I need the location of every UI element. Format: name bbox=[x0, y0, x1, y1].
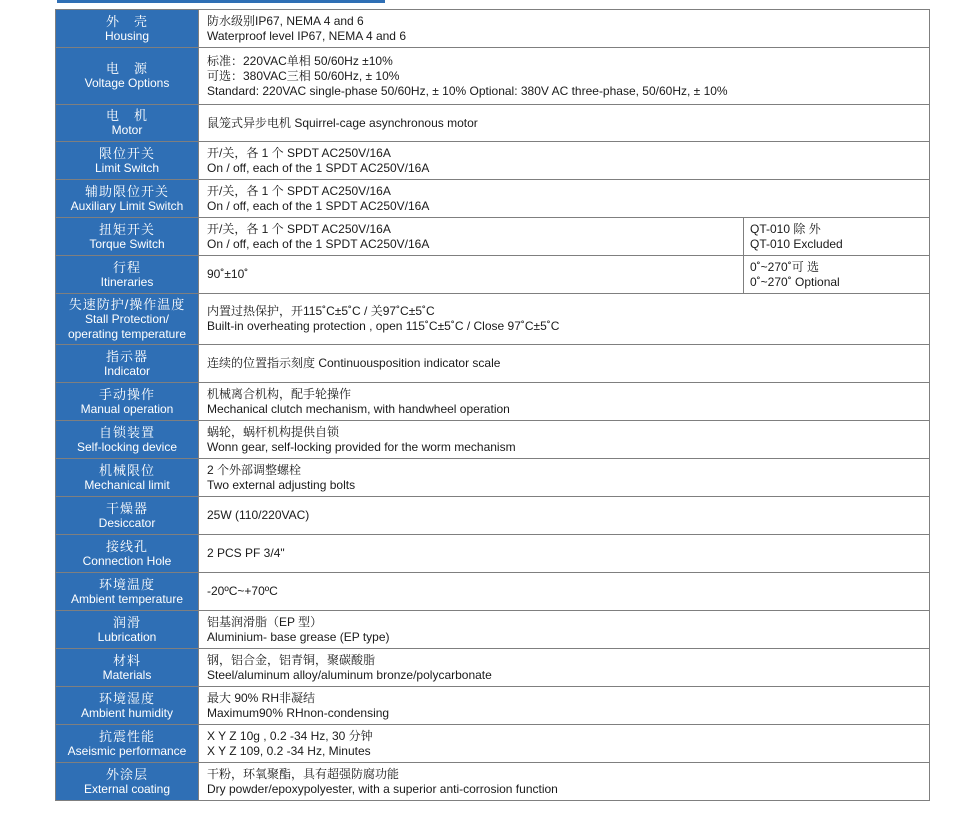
spec-value-line: On / off, each of the 1 SPDT AC250V/16A bbox=[207, 160, 430, 175]
spec-label-en: Indicator bbox=[103, 363, 151, 378]
spec-value-cell bbox=[199, 649, 930, 687]
spec-value-line: 钢，铝合金，铝青铜，聚碳酸脂 bbox=[207, 652, 376, 667]
spec-label-en: operating temperature bbox=[67, 326, 187, 341]
spec-value-line: 2 PCS PF 3/4" bbox=[207, 546, 285, 560]
spec-row bbox=[56, 10, 930, 48]
spec-label-en: Housing bbox=[104, 28, 150, 43]
spec-label-cell bbox=[56, 383, 199, 421]
spec-value-line: 干粉，环氧聚酯，具有超强防腐功能 bbox=[207, 766, 400, 781]
spec-value-cell bbox=[199, 256, 744, 294]
spec-label-en: Stall Protection/ bbox=[84, 311, 170, 326]
spec-value-line: 可选：380VAC三相 50/60Hz, ± 10% bbox=[207, 68, 400, 83]
spec-label-en: Lubrication bbox=[97, 629, 157, 644]
spec-note-line: 0˚~270˚可 选 bbox=[750, 259, 820, 274]
spec-row bbox=[56, 421, 930, 459]
spec-label-cell bbox=[56, 687, 199, 725]
spec-row bbox=[56, 573, 930, 611]
spec-label-zh: 润滑 bbox=[112, 614, 141, 630]
spec-label-en: External coating bbox=[83, 781, 171, 796]
spec-label-zh: 行程 bbox=[112, 259, 141, 275]
spec-label-zh: 接线孔 bbox=[105, 538, 148, 554]
spec-value-line: 最大 90% RH非凝结 bbox=[207, 690, 316, 705]
spec-label-zh: 干燥器 bbox=[105, 500, 148, 516]
spec-value-cell bbox=[199, 611, 930, 649]
spec-value-line: Waterproof level IP67, NEMA 4 and 6 bbox=[207, 28, 406, 43]
spec-value-cell bbox=[199, 345, 930, 383]
spec-label-en: Torque Switch bbox=[89, 236, 165, 251]
spec-row bbox=[56, 180, 930, 218]
spec-label-cell bbox=[56, 218, 199, 256]
spec-label-zh: 限位开关 bbox=[98, 145, 155, 161]
spec-label-zh: 抗震性能 bbox=[98, 728, 155, 744]
spec-value-line: Maximum90% RHnon-condensing bbox=[207, 705, 390, 720]
spec-value-cell bbox=[199, 421, 930, 459]
spec-value-cell bbox=[199, 10, 930, 48]
spec-row bbox=[56, 687, 930, 725]
spec-value-line: Two external adjusting bolts bbox=[207, 477, 356, 492]
spec-label-zh: 环境湿度 bbox=[98, 690, 155, 706]
spec-label-en: Itineraries bbox=[100, 274, 154, 289]
spec-label-cell bbox=[56, 763, 199, 801]
spec-value-line: 2 个外部调整螺栓 bbox=[207, 462, 302, 477]
spec-label-en: Ambient humidity bbox=[80, 705, 174, 720]
spec-note-cell bbox=[744, 256, 930, 294]
spec-label-zh: 扭矩开关 bbox=[98, 221, 155, 237]
spec-label-en: Auxiliary Limit Switch bbox=[70, 198, 184, 213]
spec-label-cell bbox=[56, 649, 199, 687]
spec-value-cell bbox=[199, 725, 930, 763]
spec-label-cell bbox=[56, 48, 199, 105]
spec-value-line: On / off, each of the 1 SPDT AC250V/16A bbox=[207, 236, 430, 251]
spec-label-cell bbox=[56, 294, 199, 345]
spec-note-line: QT-010 Excluded bbox=[750, 236, 843, 251]
spec-value-line: 蜗轮，蜗杆机构提供自锁 bbox=[207, 424, 340, 439]
spec-value-line: 开/关，各 1 个 SPDT AC250V/16A bbox=[207, 145, 391, 160]
spec-label-en: Desiccator bbox=[98, 515, 156, 530]
spec-value-line: 防水级别IP67, NEMA 4 and 6 bbox=[207, 13, 364, 28]
spec-table bbox=[55, 9, 930, 801]
spec-row bbox=[56, 142, 930, 180]
top-accent-bar bbox=[57, 0, 385, 3]
spec-value-line: Dry powder/epoxypolyester, with a superior anti-corrosion function bbox=[207, 781, 558, 796]
spec-row bbox=[56, 105, 930, 142]
spec-value-line: 90˚±10˚ bbox=[207, 267, 249, 281]
spec-row bbox=[56, 345, 930, 383]
spec-value-line: Mechanical clutch mechanism, with handwheel operation bbox=[207, 401, 510, 416]
spec-row bbox=[56, 725, 930, 763]
spec-label-zh: 电 机 bbox=[105, 108, 148, 123]
spec-label-cell bbox=[56, 611, 199, 649]
spec-value-line: 机械离合机构，配手轮操作 bbox=[207, 386, 352, 401]
spec-label-cell bbox=[56, 573, 199, 611]
spec-label-cell bbox=[56, 10, 199, 48]
spec-label-zh: 材料 bbox=[112, 652, 141, 668]
spec-label-zh: 辅助限位开关 bbox=[84, 183, 169, 199]
spec-value-line: Wonn gear, self-locking provided for the worm mechanism bbox=[207, 439, 516, 454]
spec-label-cell bbox=[56, 497, 199, 535]
spec-value-line: 标准：220VAC单相 50/60Hz ±10% bbox=[207, 53, 393, 68]
spec-value-line: 开/关，各 1 个 SPDT AC250V/16A bbox=[207, 183, 391, 198]
spec-note-cell bbox=[744, 218, 930, 256]
spec-row bbox=[56, 383, 930, 421]
spec-value-cell bbox=[199, 535, 930, 573]
spec-label-cell bbox=[56, 105, 199, 142]
spec-value-line: 开/关，各 1 个 SPDT AC250V/16A bbox=[207, 221, 391, 236]
spec-label-en: Ambient temperature bbox=[70, 591, 184, 606]
spec-value-line: X Y Z 109, 0.2 -34 Hz, Minutes bbox=[207, 743, 371, 758]
spec-value-cell bbox=[199, 383, 930, 421]
spec-label-zh: 外涂层 bbox=[105, 766, 148, 782]
spec-value-cell bbox=[199, 294, 930, 345]
spec-value-line: 连续的位置指示刻度 Continuousposition indicator scale bbox=[207, 356, 501, 370]
spec-row bbox=[56, 763, 930, 801]
spec-value-line: Aluminium- base grease (EP type) bbox=[207, 629, 390, 644]
spec-label-zh: 手动操作 bbox=[98, 386, 155, 402]
spec-row bbox=[56, 497, 930, 535]
spec-value-line: -20ºC~+70ºC bbox=[207, 584, 278, 598]
spec-label-cell bbox=[56, 459, 199, 497]
spec-label-en: Limit Switch bbox=[94, 160, 159, 175]
spec-label-zh: 环境温度 bbox=[98, 576, 155, 592]
spec-label-en: Motor bbox=[111, 123, 143, 137]
spec-label-en: Manual operation bbox=[80, 401, 174, 416]
spec-value-cell bbox=[199, 763, 930, 801]
spec-note-line: QT-010 除 外 bbox=[750, 221, 821, 236]
spec-label-cell bbox=[56, 421, 199, 459]
spec-label-zh: 指示器 bbox=[105, 348, 148, 364]
spec-label-cell bbox=[56, 535, 199, 573]
spec-value-line: Steel/aluminum alloy/aluminum bronze/polycarbonate bbox=[207, 667, 492, 682]
spec-value-line: X Y Z 10g , 0.2 -34 Hz, 30 分钟 bbox=[207, 728, 373, 743]
spec-value-line: 25W (110/220VAC) bbox=[207, 508, 310, 522]
spec-label-cell bbox=[56, 142, 199, 180]
spec-value-cell bbox=[199, 573, 930, 611]
spec-label-zh: 外 壳 bbox=[105, 13, 148, 29]
spec-row bbox=[56, 256, 930, 294]
spec-value-cell bbox=[199, 218, 744, 256]
spec-value-line: 鼠笼式异步电机 Squirrel-cage asynchronous motor bbox=[207, 115, 478, 130]
spec-label-zh: 机械限位 bbox=[98, 462, 155, 478]
spec-label-zh: 自锁装置 bbox=[98, 424, 155, 440]
spec-value-cell bbox=[199, 180, 930, 218]
spec-value-cell bbox=[199, 497, 930, 535]
spec-row bbox=[56, 218, 930, 256]
spec-value-cell bbox=[199, 687, 930, 725]
spec-label-zh: 电 源 bbox=[105, 61, 148, 76]
spec-label-cell bbox=[56, 725, 199, 763]
spec-label-cell bbox=[56, 180, 199, 218]
spec-value-line: On / off, each of the 1 SPDT AC250V/16A bbox=[207, 198, 430, 213]
spec-value-line: 铝基润滑脂（EP 型） bbox=[207, 614, 323, 629]
spec-label-en: Voltage Options bbox=[84, 76, 170, 90]
spec-value-line: Standard: 220VAC single-phase 50/60Hz, ± 10% Optional: 380V AC three-phase, 50/60Hz, ± 10% bbox=[207, 83, 728, 98]
spec-value-cell bbox=[199, 142, 930, 180]
spec-row bbox=[56, 459, 930, 497]
spec-label-zh: 失速防护/操作温度 bbox=[68, 296, 186, 312]
spec-label-en: Materials bbox=[102, 667, 152, 682]
spec-row bbox=[56, 294, 930, 345]
spec-row bbox=[56, 649, 930, 687]
spec-value-line: 内置过热保护，开115˚C±5˚C / 关97˚C±5˚C bbox=[207, 304, 435, 318]
spec-label-en: Mechanical limit bbox=[84, 477, 170, 492]
spec-row bbox=[56, 535, 930, 573]
spec-value-cell bbox=[199, 459, 930, 497]
spec-note-line: 0˚~270˚ Optional bbox=[750, 274, 840, 289]
spec-row bbox=[56, 611, 930, 649]
spec-label-cell bbox=[56, 345, 199, 383]
spec-value-cell bbox=[199, 105, 930, 142]
spec-value-line: Built-in overheating protection , open 115˚C±5˚C / Close 97˚C±5˚C bbox=[207, 319, 560, 333]
spec-row bbox=[56, 48, 930, 105]
spec-value-cell bbox=[199, 48, 930, 105]
spec-label-en: Aseismic performance bbox=[67, 743, 187, 758]
spec-label-cell bbox=[56, 256, 199, 294]
spec-label-en: Connection Hole bbox=[82, 553, 172, 568]
spec-label-en: Self-locking device bbox=[76, 439, 178, 454]
